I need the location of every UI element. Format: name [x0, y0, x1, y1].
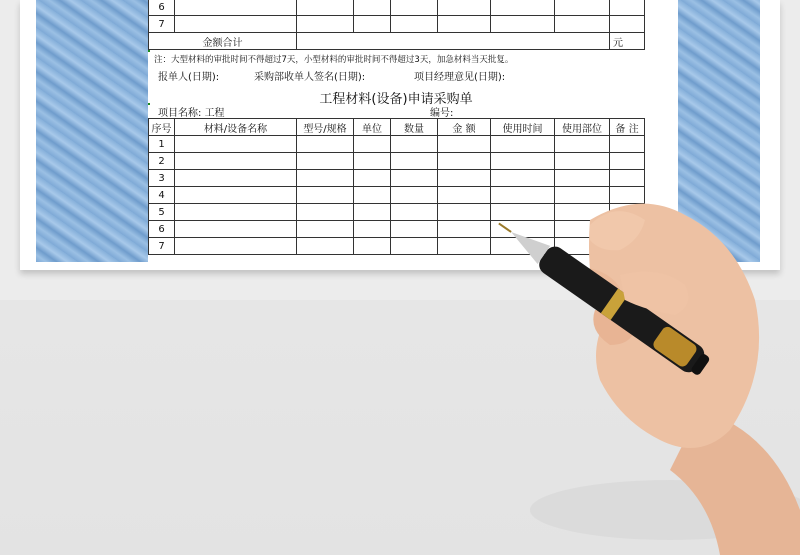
cell[interactable] — [354, 16, 391, 33]
cell[interactable] — [438, 136, 491, 153]
form-title: 工程材料(设备)申请采购单 — [319, 92, 473, 107]
approval-note: 注：大型材料的审批时间不得超过7天，小型材料的审批时间不得超过3天，加急材料当天批复。 — [154, 55, 514, 65]
cell[interactable] — [175, 187, 297, 204]
row-number: 7 — [149, 238, 175, 255]
project-name — [158, 104, 225, 119]
cell[interactable] — [610, 16, 645, 33]
cell[interactable] — [354, 170, 391, 187]
cell[interactable] — [491, 153, 555, 170]
cell[interactable] — [297, 170, 354, 187]
cell[interactable] — [297, 187, 354, 204]
cell[interactable] — [610, 153, 645, 170]
cell[interactable] — [175, 204, 297, 221]
hand-with-pen-illustration — [470, 180, 800, 555]
cell-marker — [148, 50, 150, 52]
header-spec: 型号/规格 — [297, 119, 354, 136]
cell[interactable] — [391, 16, 438, 33]
cell[interactable] — [391, 153, 438, 170]
marble-border-left — [36, 0, 148, 262]
cell[interactable] — [391, 187, 438, 204]
cell[interactable] — [175, 0, 297, 16]
cell[interactable] — [175, 221, 297, 238]
previous-form-rows — [148, 0, 645, 33]
cell[interactable] — [354, 153, 391, 170]
cell[interactable] — [391, 0, 438, 16]
cell[interactable] — [297, 153, 354, 170]
row-number: 3 — [149, 170, 175, 187]
cell[interactable] — [438, 153, 491, 170]
table-row — [149, 136, 645, 153]
cell[interactable] — [175, 238, 297, 255]
cell[interactable] — [555, 0, 610, 16]
row-number: 1 — [149, 136, 175, 153]
header-amount: 金 额 — [438, 119, 491, 136]
row-number: 4 — [149, 187, 175, 204]
header-name: 材料/设备名称 — [175, 119, 297, 136]
cell[interactable] — [297, 238, 354, 255]
header-unit: 单位 — [354, 119, 391, 136]
cell[interactable] — [175, 153, 297, 170]
header-qty: 数量 — [391, 119, 438, 136]
project-value: 工程 — [204, 108, 225, 119]
cell-marker — [148, 103, 150, 105]
cell[interactable] — [491, 136, 555, 153]
cell[interactable] — [297, 221, 354, 238]
cell[interactable] — [438, 0, 491, 16]
total-label: 金额合计 — [149, 33, 297, 50]
table-header-row — [149, 119, 645, 136]
cell[interactable] — [354, 238, 391, 255]
table-row — [149, 16, 645, 33]
cell[interactable] — [391, 238, 438, 255]
form-code-label: 编号: — [430, 108, 454, 119]
cell[interactable] — [610, 0, 645, 16]
table-row — [149, 0, 645, 16]
row-number: 5 — [149, 204, 175, 221]
row-number: 6 — [149, 0, 175, 16]
cell[interactable] — [354, 204, 391, 221]
row-number: 6 — [149, 221, 175, 238]
cell[interactable] — [438, 16, 491, 33]
cell[interactable] — [175, 136, 297, 153]
cell[interactable] — [391, 204, 438, 221]
cell[interactable] — [610, 136, 645, 153]
cell[interactable] — [555, 136, 610, 153]
header-use-location: 使用部位 — [555, 119, 610, 136]
header-no: 序号 — [149, 119, 175, 136]
row-number: 2 — [149, 153, 175, 170]
cell[interactable] — [297, 136, 354, 153]
total-unit: 元 — [610, 33, 645, 50]
header-use-time: 使用时间 — [491, 119, 555, 136]
cell[interactable] — [491, 16, 555, 33]
header-remark: 备 注 — [610, 119, 645, 136]
reporter-signature-label: 报单人(日期): — [158, 72, 220, 83]
cell[interactable] — [297, 0, 354, 16]
cell[interactable] — [297, 16, 354, 33]
total-amount-cell[interactable] — [297, 33, 610, 50]
cell[interactable] — [391, 221, 438, 238]
cell[interactable] — [354, 187, 391, 204]
cell[interactable] — [175, 170, 297, 187]
total-row — [148, 32, 645, 50]
cell[interactable] — [555, 153, 610, 170]
cell[interactable] — [175, 16, 297, 33]
cell[interactable] — [555, 16, 610, 33]
cell[interactable] — [354, 136, 391, 153]
purchasing-signature-label: 采购部收单人签名(日期): — [254, 72, 366, 83]
row-number: 7 — [149, 16, 175, 33]
cell[interactable] — [354, 221, 391, 238]
cell[interactable] — [354, 0, 391, 16]
cell[interactable] — [391, 170, 438, 187]
manager-signature-label: 项目经理意见(日期): — [414, 72, 506, 83]
cell[interactable] — [297, 204, 354, 221]
cell[interactable] — [391, 136, 438, 153]
cell[interactable] — [491, 0, 555, 16]
project-label: 项目名称: — [158, 108, 202, 119]
table-row — [149, 153, 645, 170]
